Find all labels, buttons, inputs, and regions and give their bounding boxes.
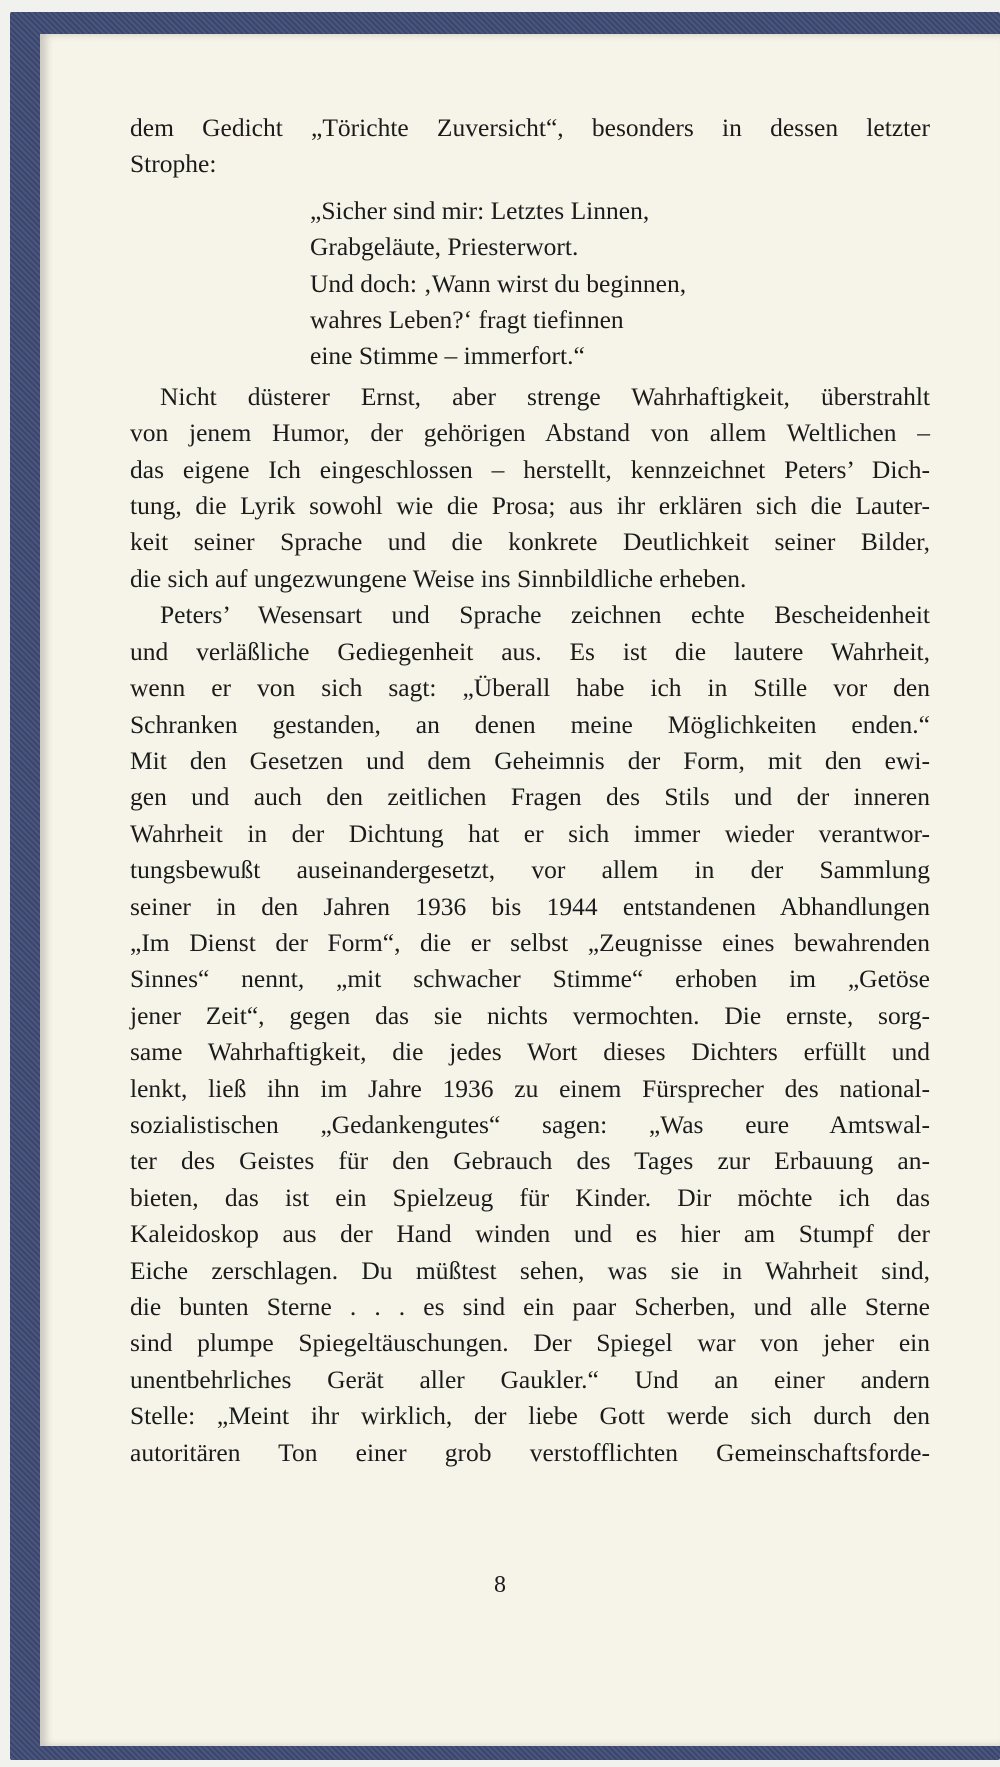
para2-line-18: Kaleidoskop aus der Hand winden und es hier am Stumpf der — [130, 1219, 930, 1249]
para2-line-22: unentbehrliches Gerät aller Gaukler.“ Und an einer andern — [130, 1364, 930, 1394]
para2-line-17: bieten, das ist ein Spielzeug für Kinder. Dir möchte ich das — [130, 1182, 930, 1212]
para1-line-4: tung, die Lyrik sowohl wie die Prosa; aus ihr erklären sich die Lauter- — [130, 491, 930, 521]
poem-line-3: Und doch: ‚Wann wirst du beginnen, — [310, 268, 687, 298]
para2-line-3: wenn er von sich sagt: „Überall habe ich in Stille vor den — [130, 673, 930, 703]
para1-line-2: von jenem Humor, der gehörigen Abstand von allem Weltlichen – — [130, 418, 930, 448]
para2-line-8: tungsbewußt auseinandergesetzt, vor allem in der Sammlung — [130, 855, 930, 885]
para1-line-1: Nicht düsterer Ernst, aber strenge Wahrhaftigkeit, überstrahlt — [160, 381, 930, 411]
para2-line-21: sind plumpe Spiegeltäuschungen. Der Spiegel war von jeher ein — [130, 1328, 930, 1358]
page-body-text — [130, 110, 930, 1471]
para2-line-2: und verläßliche Gediegenheit aus. Es ist die lautere Wahrheit, — [130, 636, 930, 666]
para2-line-5: Mit den Gesetzen und dem Geheimnis der Form, mit den ewi- — [130, 745, 930, 775]
page-number: 8 — [494, 1572, 506, 1598]
para2-line-14: lenkt, ließ ihn im Jahre 1936 zu einem Fürsprecher des national- — [130, 1073, 930, 1103]
para1-line-3: das eigene Ich eingeschlossen – herstellt, kennzeichnet Peters’ Dich- — [130, 454, 930, 484]
para2-line-1: Peters’ Wesensart und Sprache zeichnen echte Bescheidenheit — [160, 600, 930, 630]
para2-line-10: „Im Dienst der Form“, die er selbst „Zeugnisse eines bewahrenden — [130, 927, 930, 957]
para2-line-16: ter des Geistes für den Gebrauch des Tages zur Erbauung an- — [130, 1146, 930, 1176]
intro-line-2: Strophe: — [130, 149, 217, 179]
paragraph-2 — [130, 597, 930, 1471]
para2-line-24: autoritären Ton einer grob verstofflichten Gemeinschaftsforde- — [130, 1437, 930, 1467]
para2-line-19: Eiche zerschlagen. Du müßtest sehen, was sie in Wahrheit sind, — [130, 1255, 930, 1285]
poem-line-4: wahres Leben?‘ fragt tiefinnen — [310, 305, 624, 335]
para2-line-15: sozialistischen „Gedankengutes“ sagen: „Was eure Amtswal- — [130, 1109, 930, 1139]
para2-line-4: Schranken gestanden, an denen meine Möglichkeiten enden.“ — [130, 709, 930, 739]
poem-line-2: Grabgeläute, Priesterwort. — [310, 232, 579, 262]
poem-line-5: eine Stimme – immerfort.“ — [310, 341, 585, 371]
para1-line-5: keit seiner Sprache und die konkrete Deutlichkeit seiner Bilder, — [130, 527, 930, 557]
para2-line-7: Wahrheit in der Dichtung hat er sich immer wieder verantwor- — [130, 818, 930, 848]
intro-paragraph — [130, 110, 930, 183]
para2-line-9: seiner in den Jahren 1936 bis 1944 entstandenen Abhandlungen — [130, 891, 930, 921]
para2-line-20: die bunten Sterne . . . es sind ein paar Scherben, und alle Sterne — [130, 1292, 930, 1321]
poem-stanza — [310, 193, 930, 375]
intro-line-1: dem Gedicht „Törichte Zuversicht“, besonders in dessen letzter — [130, 113, 930, 142]
para1-line-6: die sich auf ungezwungene Weise ins Sinnbildliche erheben. — [130, 563, 747, 593]
para2-line-13: same Wahrhaftigkeit, die jedes Wort dieses Dichters erfüllt und — [130, 1037, 930, 1067]
para2-line-11: Sinnes“ nennt, „mit schwacher Stimme“ erhoben im „Getöse — [130, 964, 930, 994]
para2-line-23: Stelle: „Meint ihr wirklich, der liebe Gott werde sich durch den — [130, 1401, 930, 1431]
para2-line-12: jener Zeit“, gegen das sie nichts vermochten. Die ernste, sorg- — [130, 1000, 930, 1030]
para2-line-6: gen und auch den zeitlichen Fragen des Stils und der inneren — [130, 782, 930, 812]
paragraph-1 — [130, 379, 930, 597]
poem-line-1: „Sicher sind mir: Letztes Linnen, — [310, 195, 650, 225]
